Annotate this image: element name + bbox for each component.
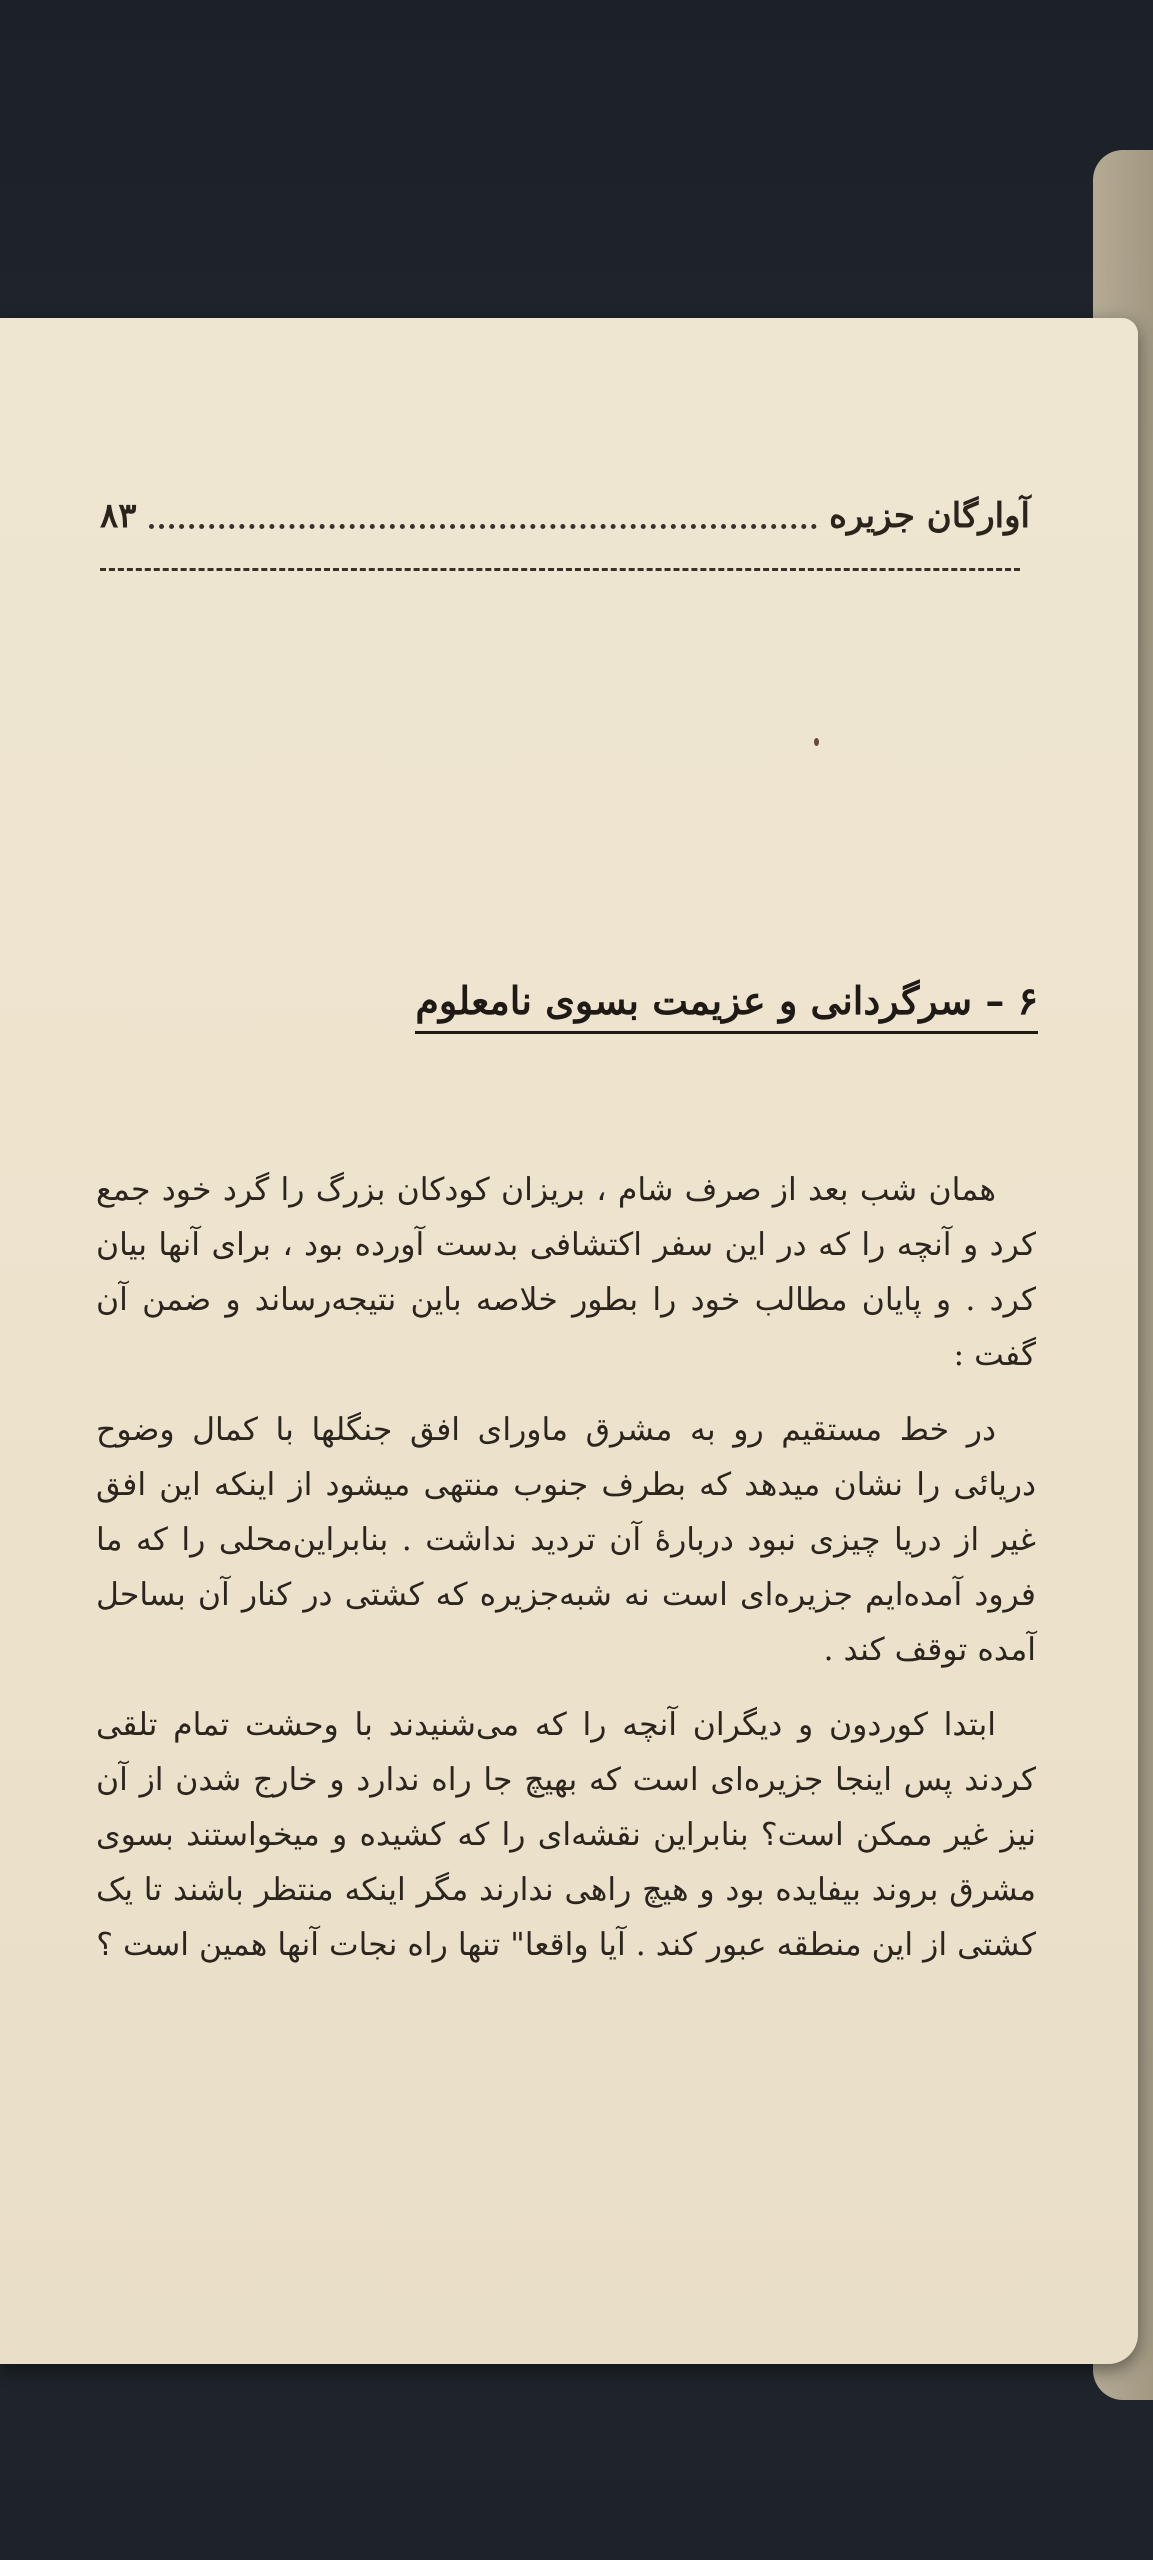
header-divider (100, 568, 1020, 571)
page-number: ۸۳ (100, 496, 137, 536)
paragraph: ابتدا کوردون و دیگران آنچه را که می‌شنیدند با وحشت تمام تلقی کردند پس اینجا جزیره‌ای است که بهیچ جا راه ندارد و خارج شدن از آن نیز غیر ممکن است؟ بنابراین نقشه‌ای را که کشیده و میخواستند بسوی مشرق بروند بیفایده بود و هیچ راهی ندارند مگر اینکه منتظر باشند تا یک کشتی از این منطقه عبور کند . آیا واقعا" تنها راه نجات آنها همین است ؟ (96, 1707, 1036, 1963)
chapter-title: ۶ – سرگردانی و عزیمت بسوی نامعلوم (415, 978, 1038, 1034)
book-title: آوارگان جزیره (829, 496, 1030, 536)
body-text (96, 1163, 1036, 1993)
header-leader-dots (149, 524, 818, 529)
paragraph: همان شب بعد از صرف شام ، بریزان کودکان بزرگ را گرد خود جمع کرد و آنچه را که در این سفر اکتشافی بدست آورده بود ، برای آنها بیان کرد . و پایان مطالب خود را بطور خلاصه باین نتیجه‌رساند و ضمن آن گفت : (96, 1172, 1036, 1373)
running-header (100, 496, 1030, 536)
book-page (0, 318, 1138, 2364)
ink-speck (814, 738, 819, 746)
paragraph: در خط مستقیم رو به مشرق ماورای افق جنگلها با کمال وضوح دریائی را نشان میدهد که بطرف جنوب منتهی میشود از اینکه این افق غیر از دریا چیزی نبود دربارهٔ آن تردید نداشت . بنابراین‌محلی را که ما فرود آمده‌ایم جزیره‌ای است نه شبه‌جزیره که کشتی در کنار آن بساحل آمده توقف کند . (96, 1412, 1036, 1668)
